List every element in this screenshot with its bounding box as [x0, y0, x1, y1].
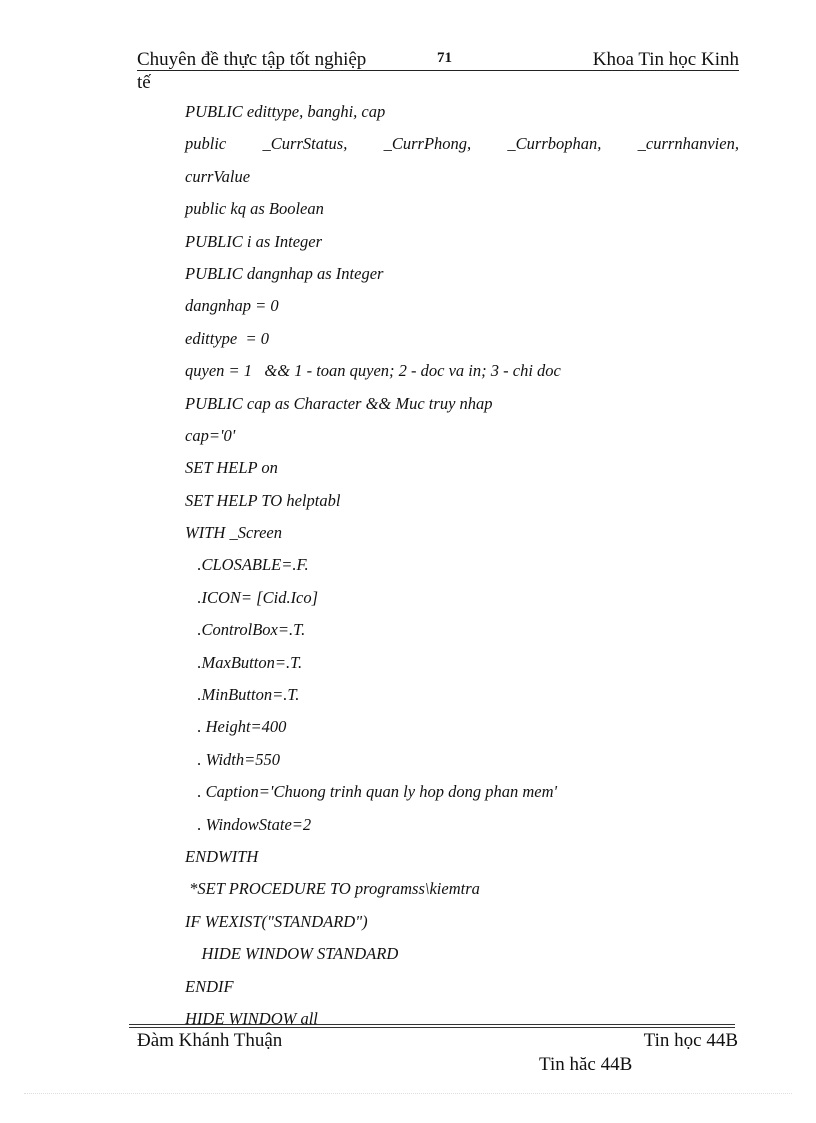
- footer-rule-bottom: [129, 1027, 735, 1028]
- code-line: edittype = 0: [185, 328, 269, 348]
- code-line: . WindowState=2: [185, 814, 312, 834]
- code-line: HIDE WINDOW all: [185, 1008, 318, 1028]
- code-line: *SET PROCEDURE TO programss\kiemtra: [185, 879, 480, 899]
- code-line: PUBLIC cap as Character && Muc truy nhap: [185, 393, 493, 413]
- code-line: . Height=400: [185, 717, 287, 737]
- code-token: _CurrStatus,: [262, 134, 348, 154]
- code-token: _currnhanvien,: [637, 134, 739, 154]
- code-line: dangnhap = 0: [185, 296, 279, 316]
- footer-rule-top: [129, 1024, 735, 1025]
- code-line: PUBLIC i as Integer: [185, 231, 323, 251]
- code-token: _CurrPhong,: [383, 134, 472, 154]
- page-bottom-divider: [24, 1093, 792, 1094]
- code-listing: [185, 96, 739, 1035]
- code-line: . Caption='Chuong trinh quan ly hop dong phan mem': [185, 782, 558, 802]
- code-line: PUBLIC edittype, banghi, cap: [185, 102, 386, 121]
- code-line: HIDE WINDOW STANDARD: [185, 944, 399, 964]
- code-line: .MinButton=.T.: [185, 685, 300, 705]
- code-line: ENDIF: [185, 976, 234, 996]
- code-line: IF WEXIST("STANDARD"): [185, 911, 368, 931]
- footer-class: Tin học 44B: [643, 1030, 738, 1051]
- footer-author: Đàm Khánh Thuận: [137, 1030, 283, 1051]
- code-line: .CLOSABLE=.F.: [185, 555, 309, 575]
- code-line: public kq as Boolean: [185, 199, 324, 219]
- code-token: public: [185, 134, 227, 154]
- code-line: quyen = 1 && 1 - toan quyen; 2 - doc va in; 3 - chi doc: [185, 361, 561, 381]
- header-title: Chuyên đề thực tập tốt nghiệp: [137, 49, 367, 70]
- code-line: ENDWITH: [185, 846, 259, 866]
- code-line: WITH _Screen: [185, 523, 282, 543]
- code-line: .MaxButton=.T.: [185, 652, 303, 672]
- code-token: _Currbophan,: [507, 134, 602, 154]
- code-line: SET HELP TO helptabl: [185, 490, 341, 510]
- code-line: PUBLIC dangnhap as Integer: [185, 263, 384, 283]
- code-line: .ControlBox=.T.: [185, 620, 306, 640]
- header-department: Khoa Tin học Kinh: [592, 49, 739, 70]
- code-line: . Width=550: [185, 749, 281, 769]
- code-line: cap='0': [185, 425, 236, 445]
- code-line: currValue: [185, 166, 251, 186]
- code-line-justified: [185, 128, 739, 160]
- footer-class-alt: Tin hăc 44B: [539, 1054, 633, 1075]
- page-header: [137, 50, 739, 71]
- page-number: 71: [437, 50, 452, 66]
- code-line: .ICON= [Cid.Ico]: [185, 587, 319, 607]
- header-department-wrap: tế: [137, 72, 151, 93]
- code-line: SET HELP on: [185, 458, 278, 478]
